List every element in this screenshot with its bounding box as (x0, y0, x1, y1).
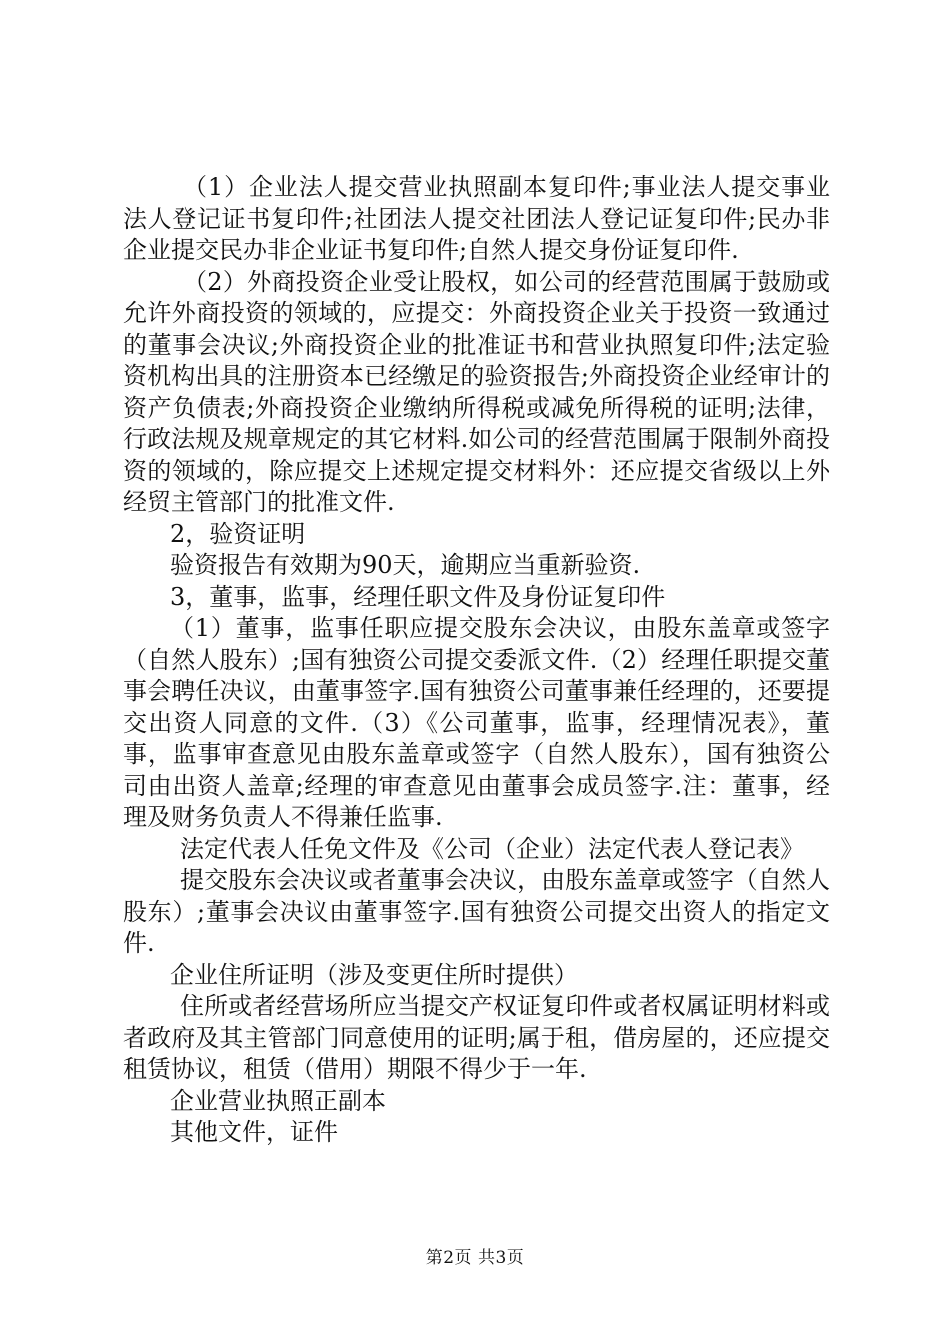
heading-capital-verification: 2，验资证明 (170, 519, 306, 548)
paragraph-domicile-details: 住所或者经营场所应当提交产权证复印件或者权属证明材料或者政府及其主管部门同意使用的证明;属于租，借房屋的，还应提交租赁协议，租赁（借用）期限不得少于一年. (123, 992, 830, 1083)
heading-business-license: 企业营业执照正副本 (170, 1086, 386, 1115)
heading-appointment-documents: 3，董事，监事，经理任职文件及身份证复印件 (170, 582, 666, 611)
heading-legal-representative: 法定代表人任免文件及《公司（企业）法定代表人登记表》 (180, 834, 804, 863)
paragraph-appointment-details: （1）董事，监事任职应提交股东会决议，由股东盖章或签字（自然人股东）;国有独资公司提交委派文件.（2）经理任职提交董事会聘任决议，由董事签字.国有独资公司董事兼任经理的，还要提交出资人同意的文件.（3）《公司董事，监事，经理情况表》，董事，监事审查意见由股东盖章或签字（自然人股东），国有独资公司由出资人盖章;经理的审查意见由董事会成员签字.注：董事，经理及财务负责人不得兼任监事. (123, 614, 830, 831)
heading-other-documents: 其他文件，证件 (170, 1118, 338, 1146)
heading-domicile-proof: 企业住所证明（涉及变更住所时提供） (170, 960, 578, 989)
page-number-footer: 第2页 共3页 (425, 1248, 525, 1268)
paragraph-foreign-investment: （2）外商投资企业受让股权，如公司的经营范围属于鼓励或允许外商投资的领域的，应提交：外商投资企业关于投资一致通过的董事会决议;外商投资企业的批准证书和营业执照复印件;法定验资机构出具的注册资本已经缴足的验资报告;外商投资企业经审计的资产负债表;外商投资企业缴纳所得税或减免所得税的证明;法律，行政法规及规章规定的其它材料.如公司的经营范围属于限制外商投资的领域的，除应提交上述规定提交材料外：还应提交省级以上外经贸主管部门的批准文件. (123, 267, 830, 516)
paragraph-applicant-documents: （1）企业法人提交营业执照副本复印件;事业法人提交事业法人登记证书复印件;社团法人提交社团法人登记证复印件;民办非企业提交民办非企业证书复印件;自然人提交身份证复印件. (123, 173, 830, 264)
paragraph-shareholder-resolution: 提交股东会决议或者董事会决议，由股东盖章或签字（自然人股东）;董事会决议由董事签字.国有独资公司提交出资人的指定文件. (123, 866, 830, 957)
paragraph-verification-validity: 验资报告有效期为90天，逾期应当重新验资. (170, 551, 641, 579)
document-body (123, 172, 830, 1149)
